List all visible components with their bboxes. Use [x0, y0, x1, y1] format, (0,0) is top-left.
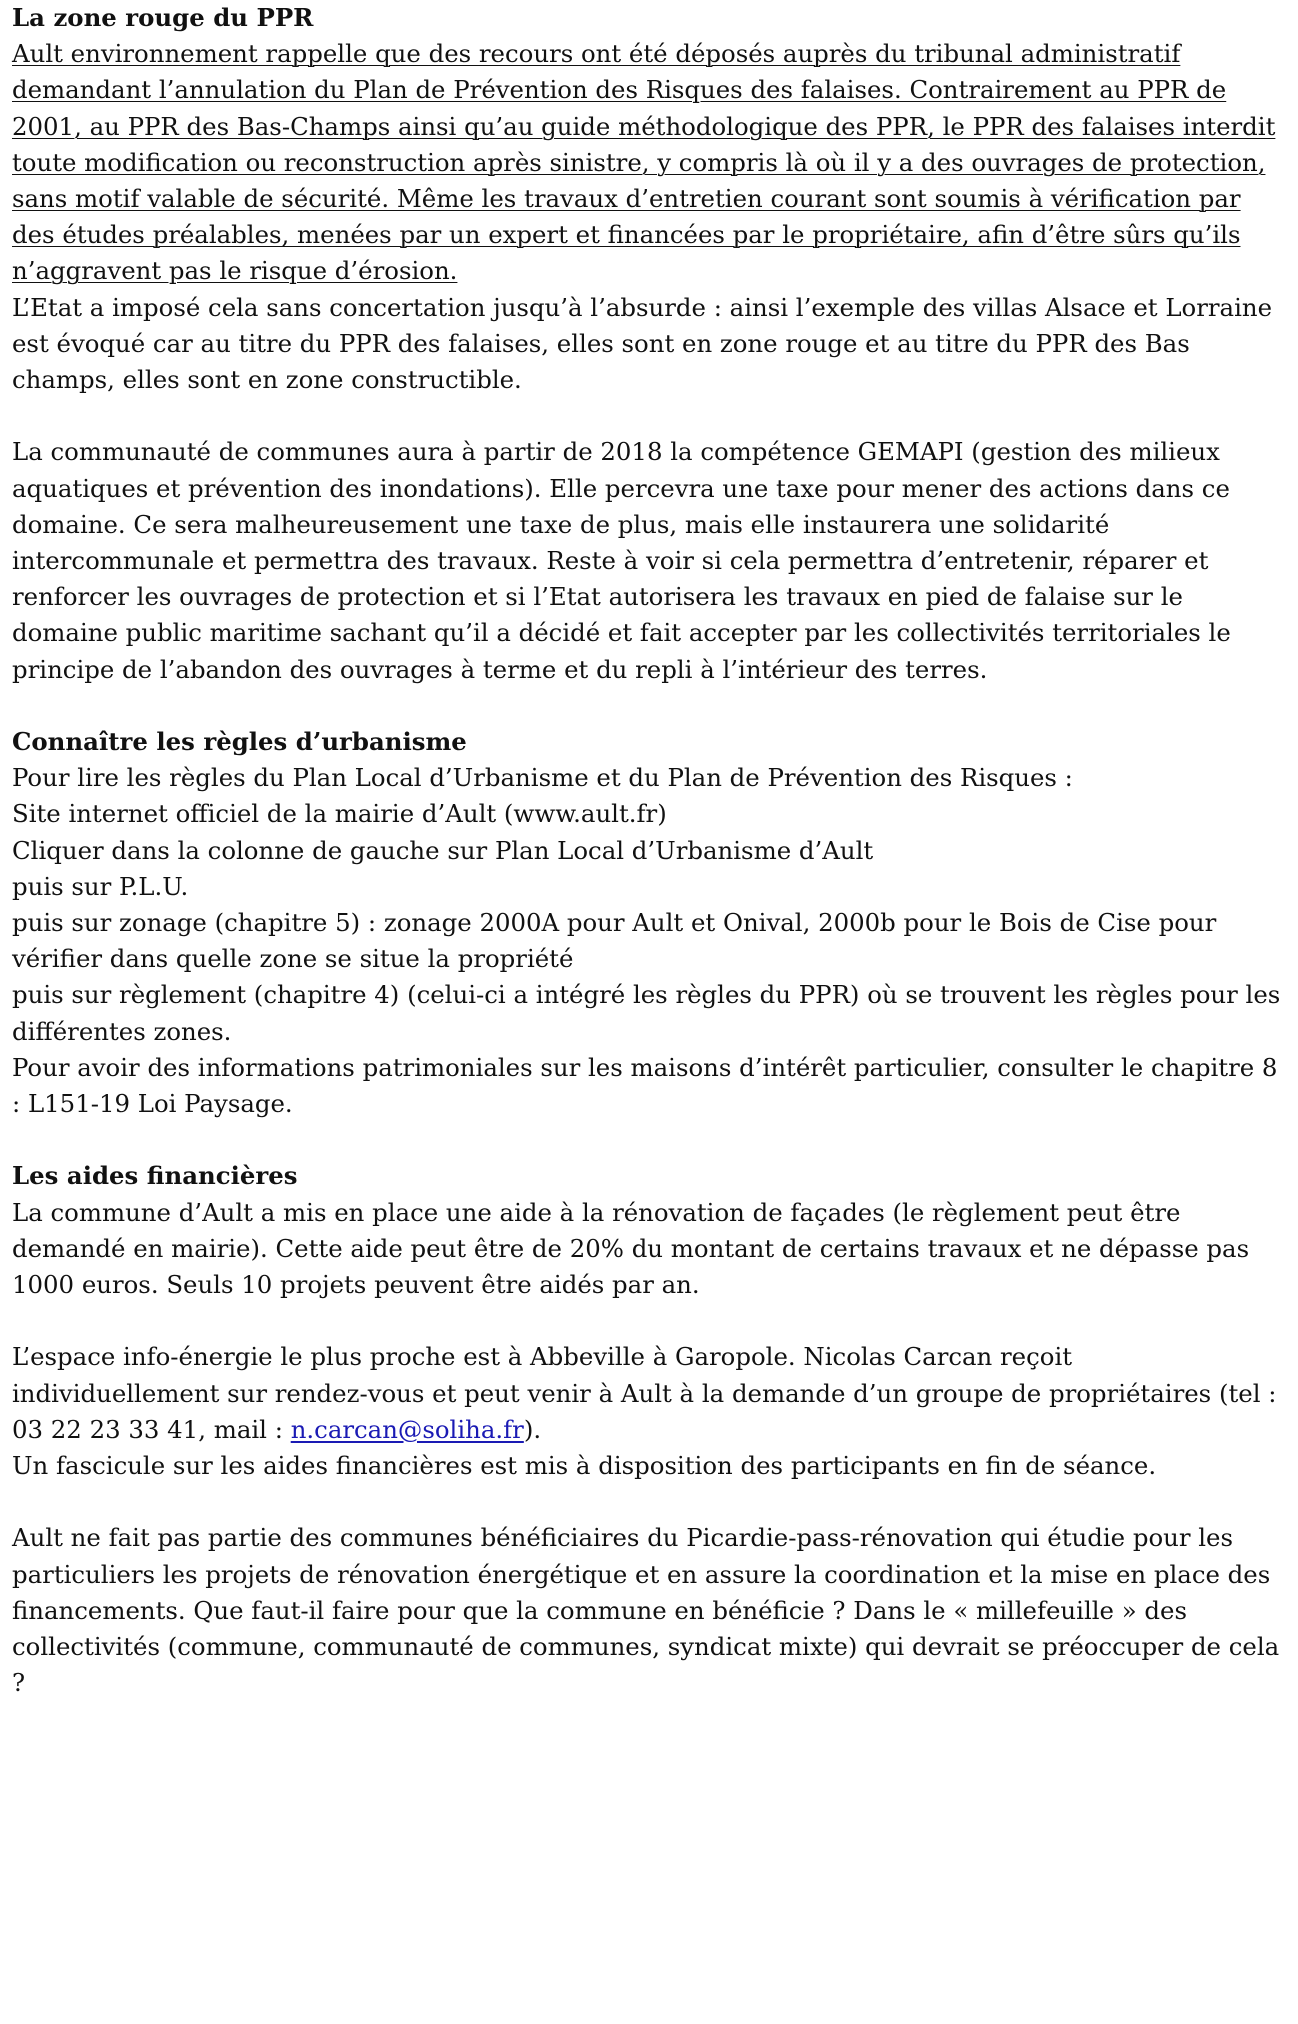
spacer — [12, 1122, 1286, 1158]
gemapi-paragraph: La communauté de communes aura à partir de 2018 la compétence GEMAPI (gestion des milieux aquatiques et prévention des inondations). Elle percevra une taxe pour mener des actions dans ce domaine. Ce sera malheureusement une taxe de plus, mais elle instaurera une solidarité intercommunale et permettra des travaux. Reste à voir si cela permettra d’entretenir, réparer et renforcer les ouvrages de protection et si l’Etat autorisera les travaux en pied de falaise sur le domaine public maritime sachant qu’il a décidé et fait accepter par les collectivités territoriales le principe de l’abandon des ouvrages à terme et du repli à l’intérieur des terres. — [12, 437, 1231, 684]
picardie-pass-paragraph: Ault ne fait pas partie des communes bénéficiaires du Picardie-pass-rénovation qui étudie pour les particuliers les projets de rénovation énergétique et en assure la coordination et la mise en place des financements. Que faut-il faire pour que la commune en bénéficie ? Dans le « millefeuille » des collectivités (commune, communauté de communes, syndicat mixte) qui devrait se préoccuper de cela ? — [12, 1523, 1280, 1698]
urbanisme-line: puis sur P.L.U. — [12, 871, 189, 901]
urbanisme-line: Cliquer dans la colonne de gauche sur Plan Local d’Urbanisme d’Ault — [12, 835, 874, 865]
ppr-section — [12, 0, 1286, 688]
fascicule-paragraph: Un fascicule sur les aides financières est mis à disposition des participants en fin de séance. — [12, 1451, 1157, 1481]
ppr-recours-paragraph: Ault environnement rappelle que des recours ont été déposés auprès du tribunal administratif demandant l’annulation du Plan de Prévention des Risques des falaises. Contrairement au PPR de 2001, au PPR des Bas-Champs ainsi qu’au guide méthodologique des PPR, le PPR des falaises interdit toute modification ou reconstruction après sinistre, y compris là où il y a des ouvrages de protection, sans motif valable de sécurité. Même les travaux d’entretien courant sont soumis à vérification par des études préalables, menées par un expert et financées par le propriétaire, afin d’être sûrs qu’ils n’aggravent pas le risque d’érosion. — [12, 39, 1276, 286]
spacer — [12, 1484, 1286, 1520]
ppr-heading: La zone rouge du PPR — [12, 3, 314, 32]
facades-paragraph: La commune d’Ault a mis en place une aide à la rénovation de façades (le règlement peut être demandé en mairie). Cette aide peut être de 20% du montant de certains travaux et ne dépasse pas 1000 euros. Seuls 10 projets peuvent être aidés par an. — [12, 1197, 1250, 1300]
urbanisme-line: puis sur zonage (chapitre 5) : zonage 2000A pour Ault et Onival, 2000b pour le Bois de Cise pour vérifier dans quelle zone se situe la propriété — [12, 908, 1217, 974]
urbanisme-line: puis sur règlement (chapitre 4) (celui-ci a intégré les règles du PPR) où se trouvent les règles pour les différentes zones. — [12, 980, 1281, 1046]
aides-section — [12, 1158, 1286, 1701]
info-energie-paragraph — [12, 1339, 1286, 1448]
spacer — [12, 1303, 1286, 1339]
urbanisme-heading: Connaître les règles d’urbanisme — [12, 727, 467, 757]
info-energie-text-end: ). — [523, 1414, 542, 1444]
urbanisme-line: Pour avoir des informations patrimoniales sur les maisons d’intérêt particulier, consulter le chapitre 8 : L151-19 Loi Paysage. — [12, 1052, 1278, 1119]
urbanisme-line: Site internet officiel de la mairie d’Ault (www.ault.fr) — [12, 799, 667, 829]
spacer — [12, 688, 1286, 724]
aides-heading: Les aides financières — [12, 1161, 298, 1191]
urbanisme-line: Pour lire les règles du Plan Local d’Urbanisme et du Plan de Prévention des Risques : — [12, 763, 1073, 793]
spacer — [12, 398, 1286, 434]
ppr-etat-paragraph: L’Etat a imposé cela sans concertation jusqu’à l’absurde : ainsi l’exemple des villas Alsace et Lorraine est évoqué car au titre du PPR des falaises, elles sont en zone rouge et au titre du PPR des Bas champs, elles sont en zone constructible. — [12, 292, 1273, 395]
info-energie-text: L’espace info-énergie le plus proche est à Abbeville à Garopole. Nicolas Carcan reçoit individuellement sur rendez-vous et peut venir à Ault à la demande d’un groupe de propriétaires (tel : 03 22 23 33 41, mail : — [12, 1342, 1277, 1444]
urbanisme-section — [12, 724, 1286, 1122]
email-link[interactable]: n.carcan@soliha.fr — [290, 1414, 524, 1444]
